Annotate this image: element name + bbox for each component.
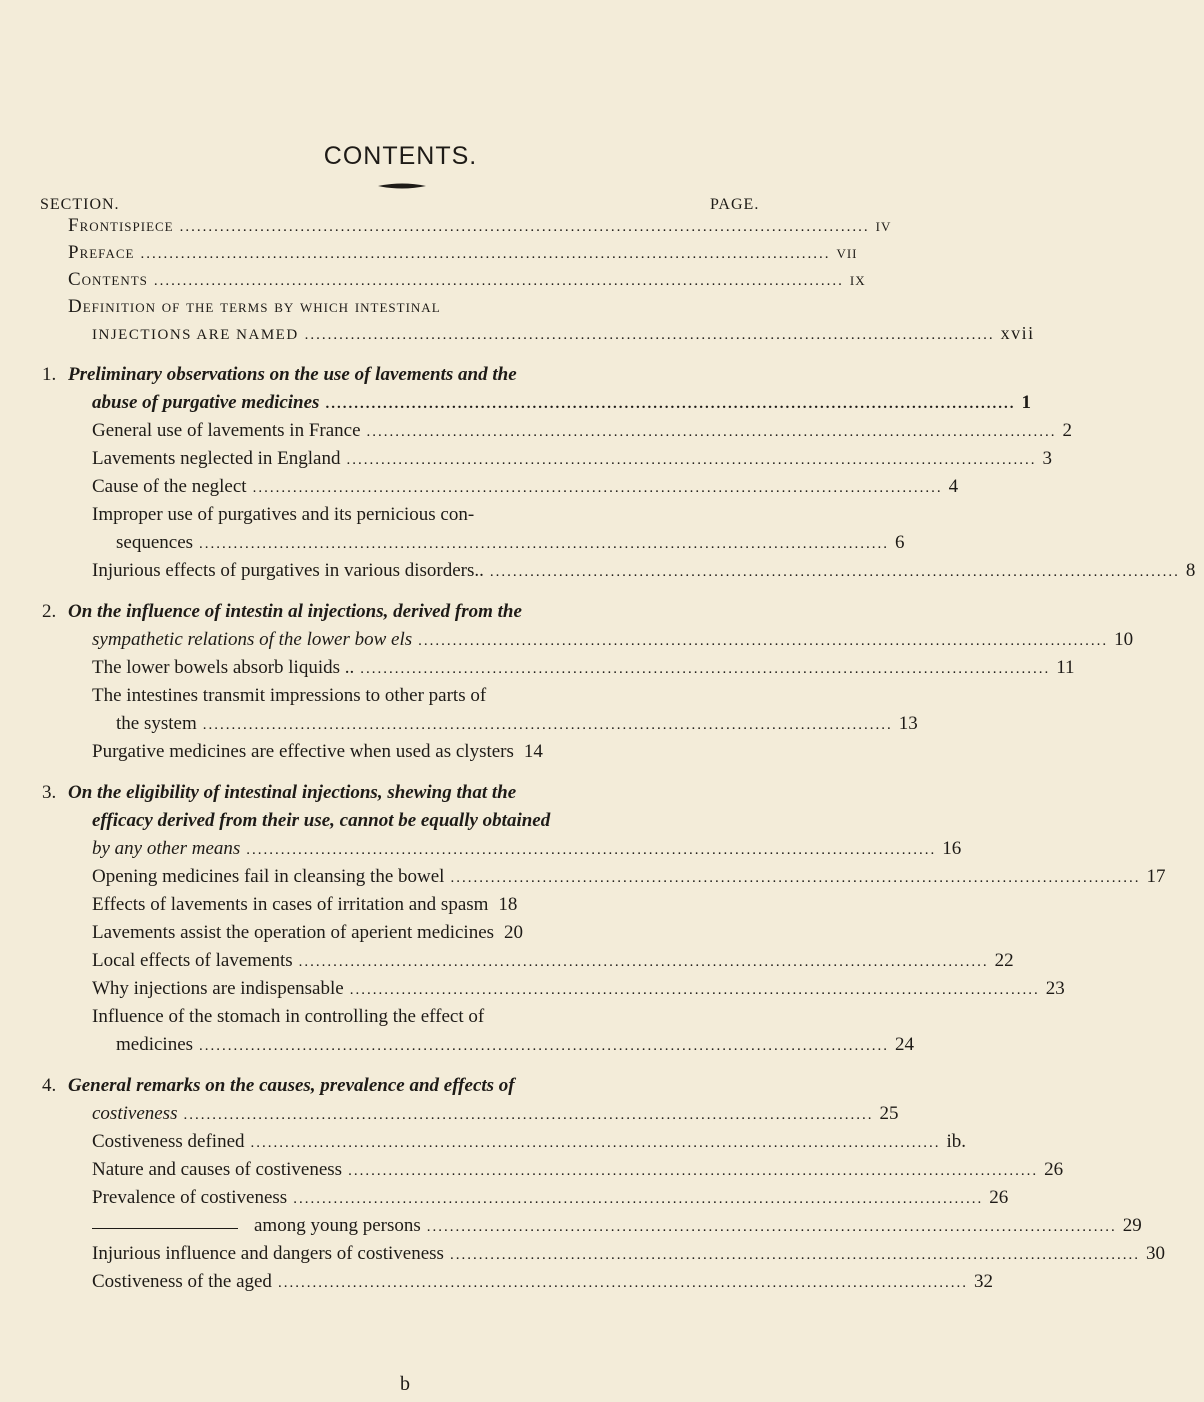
toc-page-number: 6	[895, 532, 905, 553]
leader-dots: ........................................................................................................................	[418, 633, 1109, 649]
toc-page-number: 3	[1042, 448, 1052, 469]
toc-item[interactable]	[92, 866, 1166, 890]
section-title-text: Preliminary observations on the use of lavements and the	[68, 364, 517, 385]
toc-entry-text: Why injections are indispensable	[92, 978, 344, 999]
leader-dots: ........................................................................................................................	[426, 1219, 1117, 1235]
toc-page-number: vii	[836, 242, 858, 263]
toc-page-number: 26	[1044, 1159, 1064, 1180]
leader-dots: ........................................................................................................................	[199, 536, 890, 552]
section-title-text: On the eligibility of intestinal injections, shewing that the	[68, 782, 517, 803]
toc-entry-text: medicines	[116, 1034, 194, 1055]
toc-entry-text: Costiveness defined	[92, 1131, 245, 1152]
toc-page-number: 24	[895, 1034, 915, 1055]
toc-entry-text: Definition of the terms by which intestinal	[68, 296, 441, 317]
toc-page-number: 17	[1146, 866, 1166, 887]
toc-page-number: 13	[898, 713, 918, 734]
toc-front-frontispiece[interactable]	[68, 215, 892, 239]
signature-mark: b	[400, 1373, 410, 1395]
leader-dots: ........................................................................................................................	[449, 1247, 1140, 1263]
toc-entry-text: Improper use of purgatives and its pernicious con-	[92, 504, 475, 525]
toc-front-contents[interactable]	[68, 269, 866, 293]
toc-item[interactable]	[92, 504, 758, 528]
toc-page-number: 14	[523, 741, 543, 762]
toc-page-number: 4	[948, 476, 959, 497]
section-title-text: costiveness	[92, 1103, 178, 1124]
leader-dots: ........................................................................................................................	[349, 982, 1040, 998]
toc-page-number: 18	[498, 894, 518, 915]
toc-item[interactable]	[92, 560, 1196, 584]
section-column-header: SECTION.	[40, 196, 120, 213]
leader-dots: ........................................................................................................................	[304, 327, 995, 343]
toc-entry-text: the system	[116, 713, 197, 734]
toc-item[interactable]	[92, 1271, 993, 1295]
toc-page-number: 20	[504, 922, 524, 943]
section-title-text: sympathetic relations of the lower bow els	[92, 629, 413, 650]
toc-page-number: ix	[849, 269, 866, 290]
toc-item-cont[interactable]	[116, 1034, 915, 1058]
leader-dots: ........................................................................................................................	[298, 954, 989, 970]
toc-item[interactable]	[92, 1131, 967, 1155]
section-title-line[interactable]	[92, 392, 1031, 416]
ornament-rule-icon	[378, 182, 426, 190]
leader-dots: ........................................................................................................................	[360, 661, 1051, 677]
section-title-line[interactable]	[92, 810, 758, 834]
toc-page-number: 26	[989, 1187, 1009, 1208]
toc-entry-text: Contents	[68, 269, 148, 290]
toc-item[interactable]	[92, 1006, 758, 1030]
section-title-line[interactable]	[68, 601, 758, 625]
toc-entry-text: The intestines transmit impressions to other parts of	[92, 685, 487, 706]
leader-dots: ........................................................................................................................	[199, 1038, 890, 1054]
leader-dots: ........................................................................................................................	[246, 842, 937, 858]
section-title-line[interactable]	[68, 1075, 758, 1099]
leader-dots: ........................................................................................................................	[202, 717, 893, 733]
toc-entry-text: sequences	[116, 532, 194, 553]
toc-entry-text: Lavements neglected in England	[92, 448, 341, 469]
toc-entry-text: General use of lavements in France	[92, 420, 361, 441]
toc-entry-text: Lavements assist the operation of aperient medicines	[92, 922, 495, 943]
toc-page-number: 32	[973, 1271, 993, 1292]
toc-page-number: 11	[1056, 657, 1075, 678]
toc-entry-text: Preface	[68, 242, 135, 263]
toc-front-definition[interactable]	[68, 296, 758, 320]
toc-page-number: 30	[1145, 1243, 1165, 1264]
toc-item[interactable]	[92, 894, 758, 918]
toc-item[interactable]	[92, 685, 758, 709]
toc-item[interactable]	[92, 1243, 1165, 1267]
toc-item[interactable]	[92, 1159, 1064, 1183]
toc-item[interactable]	[92, 922, 758, 946]
section-title-text: General remarks on the causes, prevalence and effects of	[68, 1075, 515, 1096]
toc-page-number: iv	[875, 215, 892, 236]
toc-page-number: 25	[879, 1103, 899, 1124]
toc-item[interactable]	[92, 476, 959, 500]
toc-page-number: xvii	[1000, 323, 1035, 343]
leader-dots: ........................................................................................................................	[489, 564, 1180, 580]
section-number: 1.	[42, 364, 57, 385]
page-title: CONTENTS.	[323, 142, 478, 170]
section-title-line[interactable]	[92, 838, 962, 862]
toc-item-cont[interactable]	[116, 713, 918, 737]
leader-dots: ........................................................................................................................	[450, 870, 1141, 886]
toc-entry-text: Nature and causes of costiveness	[92, 1159, 343, 1180]
toc-page-number: 2	[1062, 420, 1073, 441]
section-title-line[interactable]	[68, 782, 758, 806]
toc-front-definition-cont[interactable]	[92, 323, 1035, 347]
toc-entry-text: Influence of the stomach in controlling the effect of	[92, 1006, 485, 1027]
section-title-text: efficacy derived from their use, cannot be equally obtained	[92, 810, 551, 831]
toc-page-number: 10	[1114, 629, 1134, 650]
leader-dots: ........................................................................................................................	[325, 396, 1016, 412]
toc-page-number: 29	[1122, 1215, 1142, 1236]
toc-page-number: 8	[1185, 560, 1196, 581]
leader-dots: ........................................................................................................................	[277, 1275, 968, 1291]
leader-dots: ........................................................................................................................	[293, 1191, 984, 1207]
toc-entry-text: Costiveness of the aged	[92, 1271, 272, 1292]
section-title-text: by any other means	[92, 838, 241, 859]
leader-dots: ........................................................................................................................	[153, 273, 844, 289]
toc-entry-text: The lower bowels absorb liquids ..	[92, 657, 355, 678]
section-title-text: On the influence of intestin al injections, derived from the	[68, 601, 522, 622]
ditto-rule	[92, 1228, 238, 1229]
section-number: 2.	[42, 601, 57, 622]
leader-dots: ........................................................................................................................	[252, 480, 943, 496]
toc-entry-text: INJECTIONS ARE NAMED	[92, 327, 299, 343]
toc-page-number: 16	[942, 838, 962, 859]
toc-front-preface[interactable]	[68, 242, 858, 266]
toc-entry-text: among young persons	[254, 1215, 421, 1236]
section-title-text: abuse of purgative medicines	[92, 392, 320, 413]
leader-dots: ........................................................................................................................	[366, 424, 1057, 440]
toc-page-number: 23	[1045, 978, 1065, 999]
toc-item[interactable]	[92, 950, 1014, 974]
toc-item[interactable]	[254, 1215, 1142, 1239]
section-number: 3.	[42, 782, 57, 803]
toc-entry-text: Injurious effects of purgatives in various disorders..	[92, 560, 484, 581]
section-title-line[interactable]	[68, 364, 758, 388]
toc-item[interactable]	[92, 448, 1052, 472]
toc-page-number: 1	[1021, 392, 1031, 413]
toc-entry-text: Opening medicines fail in cleansing the bowel	[92, 866, 445, 887]
toc-entry-text: Local effects of lavements	[92, 950, 293, 971]
toc-item-cont[interactable]	[116, 532, 905, 556]
toc-item[interactable]	[92, 978, 1065, 1002]
section-title-line[interactable]	[92, 629, 1134, 653]
leader-dots: ........................................................................................................................	[179, 219, 870, 235]
toc-entry-text: Cause of the neglect	[92, 476, 247, 497]
toc-entry-text: Purgative medicines are effective when used as clysters	[92, 741, 514, 762]
leader-dots: ........................................................................................................................	[250, 1135, 941, 1151]
toc-item[interactable]	[92, 420, 1073, 444]
leader-dots: ........................................................................................................................	[140, 246, 831, 262]
toc-entry-text: Frontispiece	[68, 215, 174, 236]
toc-item[interactable]	[92, 741, 758, 765]
toc-page-number: ib.	[946, 1131, 967, 1152]
toc-entry-text: Prevalence of costiveness	[92, 1187, 288, 1208]
toc-entry-text: Effects of lavements in cases of irritation and spasm	[92, 894, 489, 915]
page-column-header: PAGE.	[710, 196, 760, 213]
toc-entry-text: Injurious influence and dangers of costiveness	[92, 1243, 444, 1264]
leader-dots: ........................................................................................................................	[346, 452, 1037, 468]
section-title-line[interactable]	[92, 1103, 899, 1127]
leader-dots: ........................................................................................................................	[348, 1163, 1039, 1179]
toc-item[interactable]	[92, 1187, 1009, 1211]
toc-page-number: 22	[994, 950, 1014, 971]
leader-dots: ........................................................................................................................	[183, 1107, 874, 1123]
toc-item[interactable]	[92, 657, 1075, 681]
section-number: 4.	[42, 1075, 57, 1096]
